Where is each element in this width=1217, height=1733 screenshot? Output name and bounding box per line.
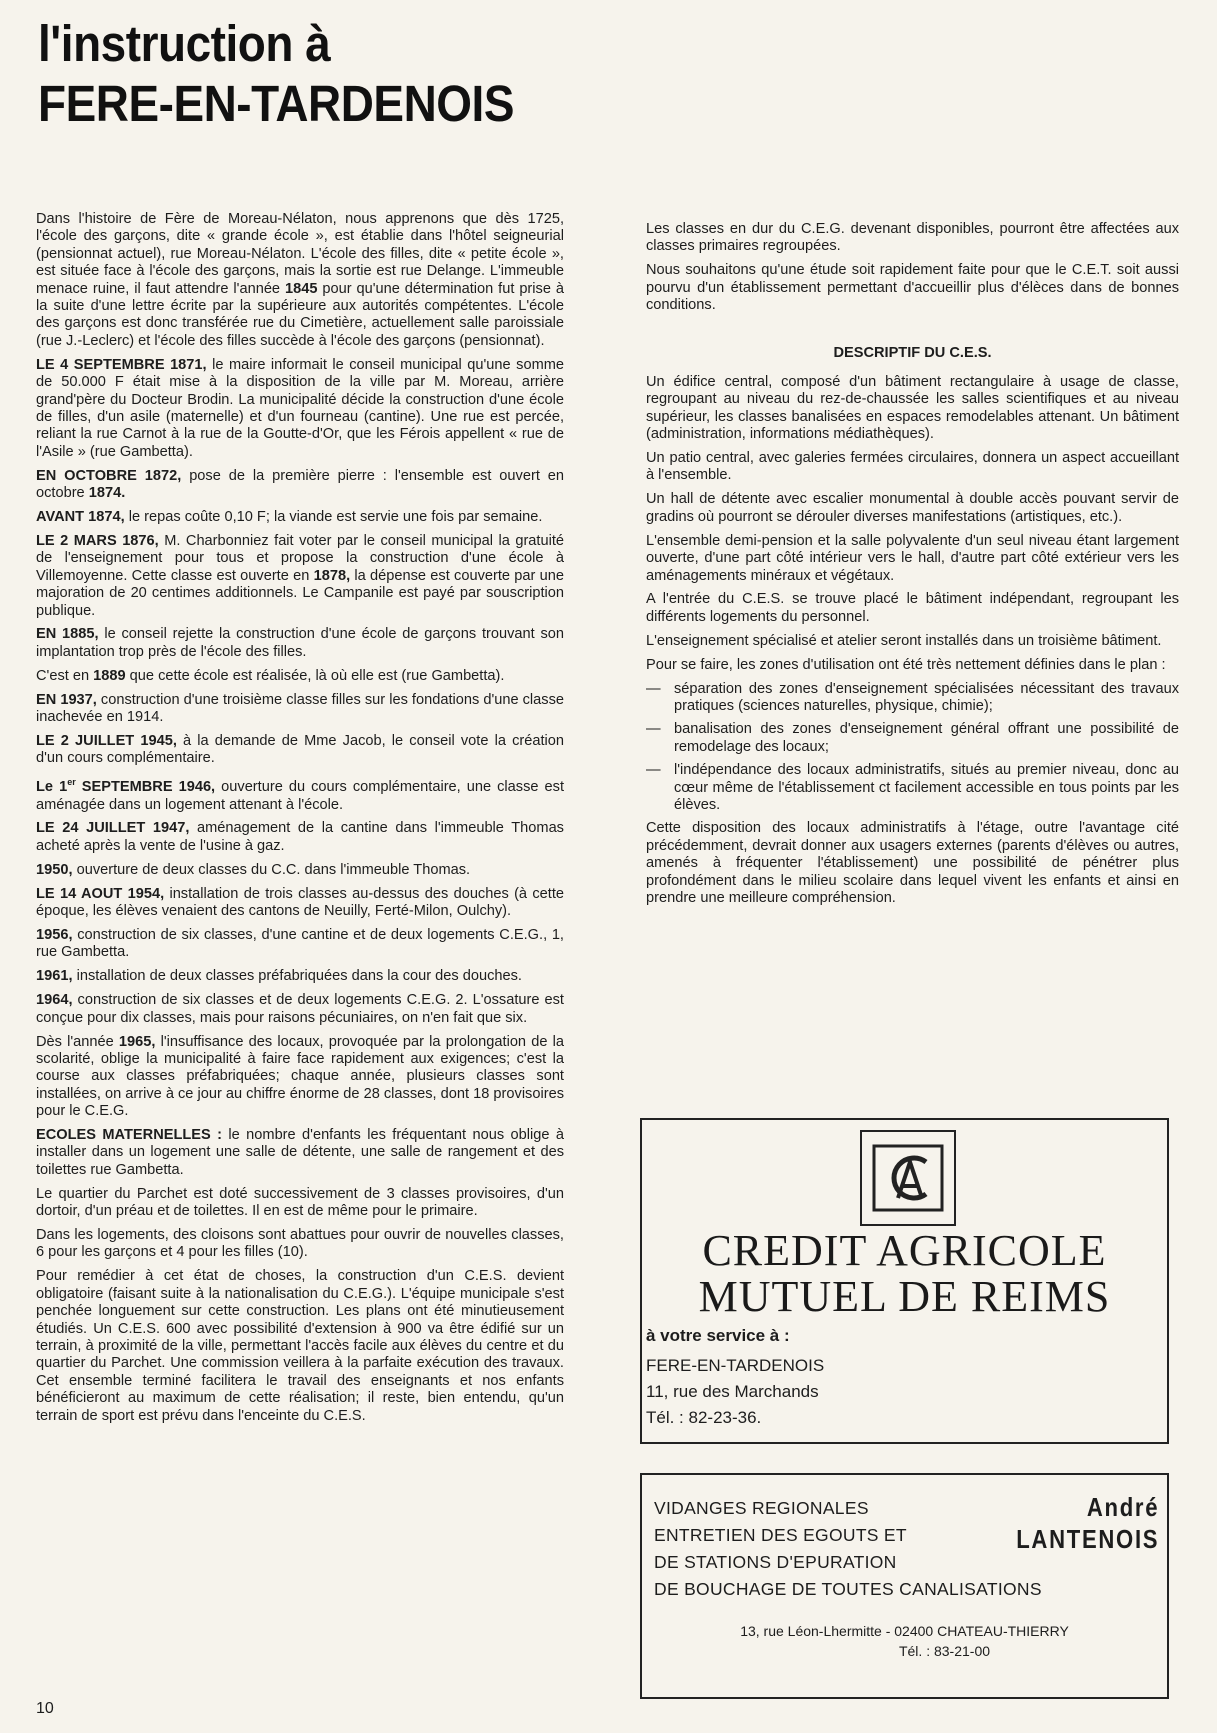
service-label: à votre service à : [646,1326,790,1345]
paragraph: 1956, construction de six classes, d'une cantine et de deux logements C.E.G., 1, rue Gambetta. [36,926,564,961]
company-contact: 13, rue Léon-Lhermitte - 02400 CHATEAU-THIERRY Tél. : 83-21-00 [740,1623,1069,1659]
bank-address: FERE-EN-TARDENOIS 11, rue des Marchands Tél. : 82-23-36. [646,1356,825,1427]
company-name: André LANTENOIS [1016,1492,1159,1554]
paragraph: Un hall de détente avec escalier monumental à double accès pouvant servir de gradins où pourront se dérouler diverses manifestations (artistiques, etc.). [646,491,1179,525]
bank-name: CREDIT AGRICOLE MUTUEL DE REIMS [698,1226,1111,1321]
paragraph: A l'entrée du C.E.S. se trouve placé le bâtiment indépendant, regroupant les différents logements du personnel. [646,591,1179,625]
credit-agricole-logo-icon [860,1130,956,1226]
paragraph: Dans les logements, des cloisons sont abattues pour ouvrir de nouvelles classes, 6 pour les garçons et 4 pour les filles (10). [36,1227,564,1261]
paragraph: L'ensemble demi-pension et la salle polyvalente d'un seul niveau étant largement ouverte, d'une part côté intérieur vers le hall, d'autre part côté extérieur vers les aménagements minéraux et végétaux. [646,532,1179,584]
paragraph: EN 1937, construction d'une troisième classe filles sur les fondations d'une classe inachevée en 1914. [36,691,564,726]
page-title [38,14,514,134]
paragraph: Les classes en dur du C.E.G. devenant disponibles, pourront être affectées aux classes primaires regroupées. [646,221,1179,255]
right-column [646,221,1179,914]
paragraph: Cette disposition des locaux administratifs à l'étage, outre l'avantage cité précédemment, devrait donner aux usagers externes (parents d'élèves ou autres, amenés à fréquenter l'établissement) une possibilité de pénétrer plus profondément dans le milieu scolaire dans lequel vivent les enfants et ainsi en prendre une meilleure compréhension. [646,820,1179,906]
dash-bullet: — [646,721,661,738]
paragraph: EN OCTOBRE 1872, pose de la première pierre : l'ensemble est ouvert en octobre 1874. [36,467,564,502]
credit-agricole-ad [640,1118,1169,1444]
paragraph: LE 2 JUILLET 1945, à la demande de Mme Jacob, le conseil vote la création d'un cours complémentaire. [36,732,564,767]
left-column [36,211,564,1432]
zones-list [646,681,1179,815]
section-heading: DESCRIPTIF DU C.E.S. [833,344,992,361]
lantenois-ad [640,1473,1169,1699]
paragraph: Pour remédier à cet état de choses, la construction d'un C.E.S. devient obligatoire (faisant suite à la nationalisation du C.E.G.). L'équipe municipale s'est penchée longuement sur cette construction. Les plans ont été minutieusement étudiés. Un C.E.S. 600 avec possibilité d'extension à 900 va être édifié sur un terrain, à proximité de la ville, permettant l'accès facile aux élèves du centre et du quartier du Parchet. Une commission veillera à la parfaite exécution des travaux. Cet ensemble terminé facilitera le travail des enseignants et nos enfants bénéficieront au maximum de cette réalisation; il reste, bien entendu, qu'un terrain de sport est prévu dans l'enceinte du C.E.S. [36,1268,564,1424]
page-number: 10 [36,1700,54,1717]
paragraph: Le 1er SEPTEMBRE 1946, ouverture du cours complémentaire, une classe est aménagée dans un logement attenant à l'école. [36,777,565,813]
paragraph: LE 2 MARS 1876, M. Charbonniez fait voter par le conseil municipal la gratuité de l'enseignement pour tous et propose la construction d'une école à Villemoyenne. Cette classe est ouverte en 1878, la dépense est couverte par une majoration de 20 centimes additionnels. Le Campanile est payé par souscription publique. [36,532,565,619]
paragraph: Un édifice central, composé d'un bâtiment rectangulaire à usage de classe, regroupant au niveau du rez-de-chaussée les salles scientifiques et au niveau supérieur, les classes banalisées en espaces remodelables attenant. Un bâtiment (administration, informations médiathèques). [646,373,1179,443]
paragraph: LE 14 AOUT 1954, installation de trois classes au-dessus des douches (à cette époque, les élèves venaient des cantons de Neuilly, Ferté-Milon, Oulchy). [36,885,564,920]
paragraph: EN 1885, le conseil rejette la construction d'une école de garçons trouvant son implantation trop près de l'école des filles. [36,626,564,660]
paragraph: 1950, ouverture de deux classes du C.C. dans l'immeuble Thomas. [36,861,471,878]
paragraph: Dans l'histoire de Fère de Moreau-Nélaton, nous apprenons que dès 1725, l'école des garçons, dite « grande école », est établie dans l'hôtel seigneurial (pensionnat actuel), rue Moreau-Nélaton. L'école des filles, dite « petite école », est située face à l'école des garçons, mais la sortie est rue Delange. L'immeuble menace ruine, il faut attendre l'année 1845 pour qu'une détermination fut prise à la suite d'une lettre écrite par la supérieure aux autorités compétentes. L'école des garçons est donc transférée rue du Cimetière, actuellement salle paroissiale (rue J.-Leclerc) et l'école des filles succède à l'école des garçons (pensionnat). [36,211,564,349]
title-line-1: l'instruction à [38,15,331,72]
paragraph: Nous souhaitons qu'une étude soit rapidement faite pour que le C.E.T. soit aussi pourvu d'un établissement permettant d'accueillir plus d'élèces dans de bonnes conditions. [646,262,1179,314]
paragraph: L'enseignement spécialisé et atelier seront installés dans un troisième bâtiment. [646,632,1162,649]
paragraph: C'est en 1889 que cette école est réalisée, là où elle est (rue Gambetta). [36,667,505,684]
paragraph: AVANT 1874, le repas coûte 0,10 F; la viande est servie une fois par semaine. [36,509,543,525]
dash-bullet: — [646,762,661,779]
list-item: — séparation des zones d'enseignement spécialisées nécessitant des travaux pratiques (sciences naturelles, physique, chimie); [646,680,1179,714]
paragraph: LE 24 JUILLET 1947, aménagement de la cantine dans l'immeuble Thomas acheté après la vente de l'usine à gaz. [36,820,564,854]
dash-bullet: — [646,680,661,697]
paragraph: Le quartier du Parchet est doté successivement de 3 classes provisoires, d'un dortoir, d'un préau et de toilettes. Il en est de même pour le primaire. [36,1185,564,1220]
paragraph: Dès l'année 1965, l'insuffisance des locaux, provoquée par la prolongation de la scolarité, oblige la municipalité à faire face rapidement aux exigences; c'est la course aux classes préfabriquées; chaque année, plusieurs classes sont installées, on arrive à ce jour au chiffre énorme de 28 classes, dont 18 provisoires pour le C.E.G. [36,1033,565,1120]
paragraph: Un patio central, avec galeries fermées circulaires, donnera un aspect accueillant à l'ensemble. [646,450,1179,484]
paragraph: Pour se faire, les zones d'utilisation ont été très nettement définies dans le plan : [646,656,1166,673]
list-item: — l'indépendance des locaux administratifs, situés au premier niveau, donc au cœur même de l'établissement ct facilement accessible en tous points par les élèves. [646,762,1179,813]
services-list: VIDANGES REGIONALES ENTRETIEN DES EGOUTS ET DE STATIONS D'EPURATION DE BOUCHAGE DE TOUTES CANALISATIONS [654,1498,1042,1599]
paragraph: ECOLES MATERNELLES : le nombre d'enfants les fréquentant nous oblige à installer dans un logement une salle de détente, une salle de rangement et des toilettes rue Gambetta. [36,1127,564,1178]
paragraph: 1961, installation de deux classes préfabriquées dans la cour des douches. [36,968,522,985]
paragraph: LE 4 SEPTEMBRE 1871, le maire informait le conseil municipal qu'une somme de 50.000 F était mise à la disposition de la ville par M. Moreau, arrière grand'père du Docteur Brodin. La municipalité décide la construction d'une école de filles, d'un asile (maternelle) et d'un fourneau (cantine). Une rue est percée, reliant la rue Carnot à la rue de la Goutte-d'Or, que les Férois appellent « rue de l'Asile » (rue Gambetta). [36,356,564,460]
title-line-2: FERE-EN-TARDENOIS [38,75,515,132]
list-item: — banalisation des zones d'enseignement général offrant une possibilité de remodelage des locaux; [646,721,1179,755]
paragraph: 1964, construction de six classes et de deux logements C.E.G. 2. L'ossature est conçue pour dix classes, mais pour raisons pécuniaires, on n'en fait que six. [36,992,564,1026]
